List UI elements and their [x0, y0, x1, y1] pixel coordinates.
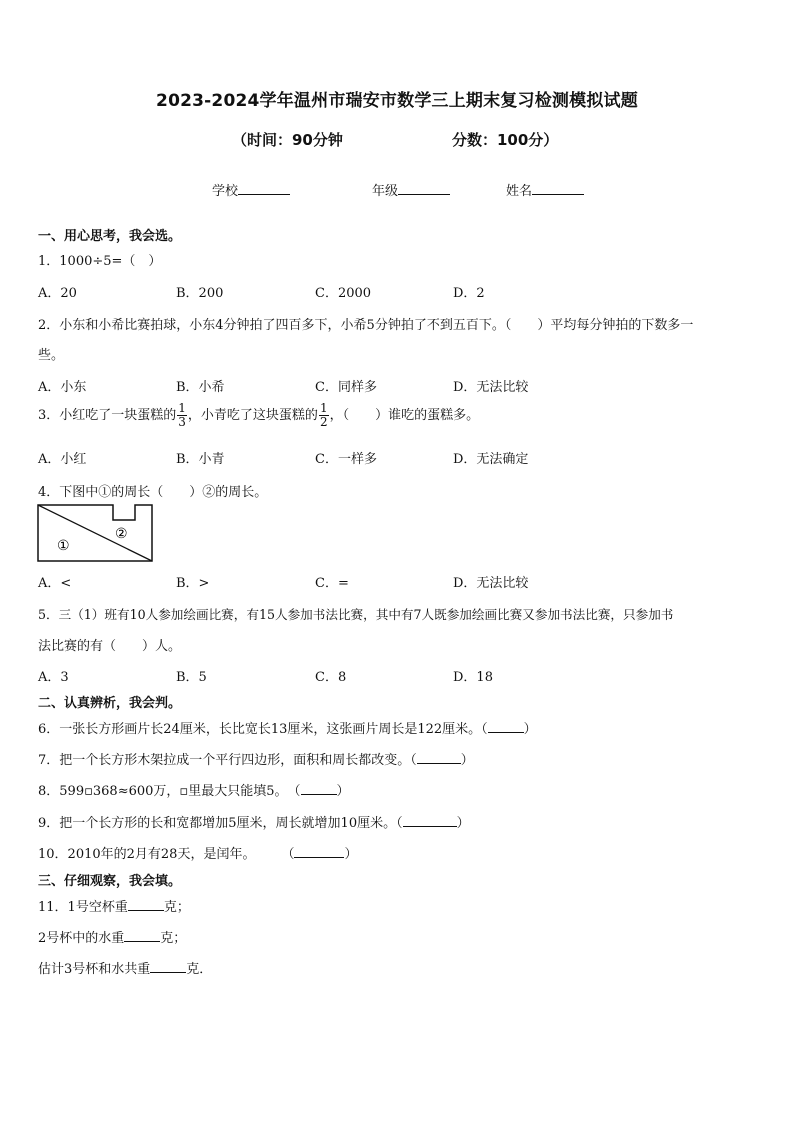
name-blank[interactable] — [532, 182, 584, 195]
q3-text-part1: 3．小红吃了一块蛋糕的 — [38, 408, 177, 423]
school-field — [212, 180, 290, 199]
question-10 — [38, 843, 754, 862]
question-5-stem-line1: 5．三（1）班有10人参加绘画比赛，有15人参加书法比赛，其中有7人既参加绘画比赛又参加书法比赛，只参加书 — [38, 607, 674, 622]
q4-option-d[interactable]: D．无法比较 — [453, 576, 529, 591]
q1-option-d[interactable]: D．2 — [453, 286, 485, 301]
section-heading-1: 一、用心思考，我会选。 — [38, 229, 182, 244]
q5-option-b[interactable]: B．5 — [176, 670, 207, 685]
school-blank[interactable] — [238, 182, 290, 195]
q11-unit-3: 克． — [186, 962, 213, 977]
q7-answer-blank[interactable] — [417, 751, 461, 764]
question-8 — [38, 780, 754, 799]
question-6 — [38, 718, 754, 737]
grade-label: 年级 — [372, 184, 399, 199]
question-3-stem — [38, 402, 754, 429]
q10-close-paren: ） — [344, 847, 358, 862]
fraction-denominator: 3 — [178, 415, 186, 429]
grade-blank[interactable] — [398, 182, 450, 195]
q11-blank-2[interactable] — [124, 929, 160, 942]
school-label: 学校 — [212, 184, 239, 199]
q11-text-1: 11．1号空杯重 — [38, 900, 128, 915]
fraction-numerator: 1 — [319, 401, 328, 415]
q5-option-d[interactable]: D．18 — [453, 670, 493, 685]
fraction-denominator: 2 — [319, 415, 328, 429]
q5-option-a[interactable]: A．3 — [38, 670, 69, 685]
q3-option-d[interactable]: D．无法确定 — [453, 452, 529, 467]
q11-unit-2: 克； — [160, 931, 187, 946]
grade-field — [372, 180, 450, 199]
q3-option-a[interactable]: A．小红 — [38, 452, 87, 467]
q11-blank-1[interactable] — [128, 898, 164, 911]
question-5-stem-line2: 法比赛的有（ ）人。 — [38, 639, 182, 654]
q2-option-c[interactable]: C．同样多 — [315, 380, 377, 395]
q3-text-part3: ，（ ）谁吃的蛋糕多。 — [329, 408, 480, 423]
q11-unit-1: 克； — [163, 900, 190, 915]
q3-text-part2: ，小青吃了这块蛋糕的 — [187, 408, 318, 423]
q7-close-paren: ） — [460, 753, 474, 768]
q1-option-b[interactable]: B．200 — [176, 286, 224, 301]
q9-close-paren: ） — [456, 816, 470, 831]
q4-option-c[interactable]: C．= — [315, 576, 349, 591]
q2-option-a[interactable]: A．小东 — [38, 380, 87, 395]
section-heading-2: 二、认真辨析，我会判。 — [38, 696, 182, 711]
question-9 — [38, 812, 754, 831]
question-4-stem: 4．下图中①的周长（ ）②的周长。 — [38, 485, 268, 500]
q6-close-paren: ） — [523, 722, 537, 737]
page-title: 2023-2024学年温州市瑞安市数学三上期末复习检测模拟试题 — [156, 91, 638, 111]
q3-option-b[interactable]: B．小青 — [176, 452, 225, 467]
q8-text: 8．599▫368≈600万，▫里最大只能填5。 （ — [38, 784, 301, 799]
section-heading-3: 三、仔细观察，我会填。 — [38, 874, 182, 889]
q2-option-b[interactable]: B．小希 — [176, 380, 225, 395]
q8-answer-blank[interactable] — [301, 782, 337, 795]
question-11-line2 — [38, 927, 754, 946]
total-score: 分数：100分） — [452, 131, 559, 149]
q5-option-c[interactable]: C．8 — [315, 670, 347, 685]
q4-option-a[interactable]: A．< — [38, 576, 72, 591]
q11-text-2: 2号杯中的水重 — [38, 931, 125, 946]
q6-answer-blank[interactable] — [488, 720, 524, 733]
region-label-2: ② — [115, 526, 128, 542]
fraction-one-half — [319, 402, 329, 429]
q9-answer-blank[interactable] — [403, 814, 457, 827]
q10-text: 10．2010年的2月有28天，是闰年。 （ — [38, 847, 295, 862]
perimeter-figure — [37, 503, 155, 563]
question-1-stem: 1．1000÷5=（ ） — [38, 254, 162, 269]
q10-answer-blank[interactable] — [294, 845, 344, 858]
fraction-one-third — [177, 402, 187, 429]
question-11-line3 — [38, 958, 754, 977]
q1-option-a[interactable]: A．20 — [38, 286, 77, 301]
name-label: 姓名 — [506, 184, 533, 199]
q11-text-3: 估计3号杯和水共重 — [38, 962, 151, 977]
q9-text: 9．把一个长方形的长和宽都增加5厘米，周长就增加10厘米。（ — [38, 816, 403, 831]
name-field — [506, 180, 584, 199]
fraction-numerator: 1 — [178, 401, 186, 415]
q1-option-c[interactable]: C．2000 — [315, 286, 372, 301]
q11-blank-3[interactable] — [150, 960, 186, 973]
question-7 — [38, 749, 754, 768]
region-label-1: ① — [57, 538, 70, 554]
q6-text: 6．一张长方形画片长24厘米，长比宽长13厘米，这张画片周长是122厘米。（ — [38, 722, 488, 737]
question-2-stem-line1: 2．小东和小希比赛拍球，小东4分钟拍了四百多下，小希5分钟拍了不到五百下。（ ）平均每分钟拍的下数多一 — [38, 318, 694, 333]
q7-text: 7．把一个长方形木架拉成一个平行四边形，面积和周长都改变。（ — [38, 753, 417, 768]
time-limit: （时间：90分钟 — [232, 131, 343, 149]
question-2-stem-line2: 些。 — [38, 348, 65, 363]
question-11-line1 — [38, 896, 754, 915]
q4-option-b[interactable]: B．> — [176, 576, 210, 591]
q3-option-c[interactable]: C．一样多 — [315, 452, 377, 467]
q2-option-d[interactable]: D．无法比较 — [453, 380, 529, 395]
q8-close-paren: ） — [336, 784, 350, 799]
